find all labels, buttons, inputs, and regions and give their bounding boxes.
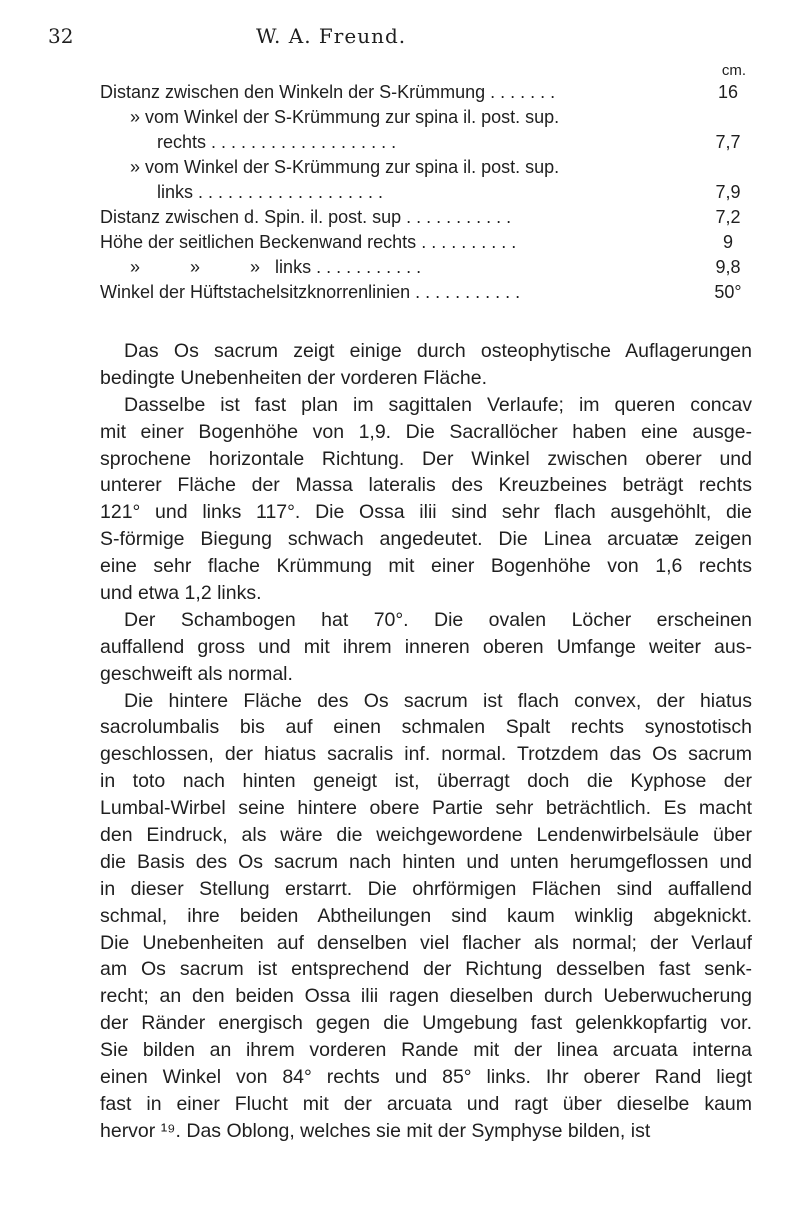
row-value: 7,2 [715, 207, 741, 227]
text-line: S-förmige Biegung schwach angedeutet. Die Linea arcuatæ zeigen [100, 528, 752, 551]
table-row [100, 155, 752, 180]
table-row [100, 230, 752, 255]
paragraph [100, 607, 752, 688]
text-line: die Basis des Os sacrum nach hinten und unten herumgeflossen und [100, 850, 752, 873]
row-leader: . . . . . . . . . . . [311, 257, 422, 277]
row-label: Höhe der seitlichen Beckenwand rechts [100, 232, 417, 252]
text-line: sacrolumbalis bis auf einen schmalen Spalt rechts synostotisch [100, 716, 752, 739]
text-line: Das Os sacrum zeigt einige durch osteophytische Auflagerungen [124, 340, 752, 362]
text-line: in dieser Stellung erstarrt. Die ohrförmigen Flächen sind auffallend [100, 877, 752, 900]
table-row [100, 280, 752, 305]
text-line: mit einer Bogenhöhe von 1,9. Die Sacrallöcher haben eine ausge- [100, 420, 752, 443]
row-value: 9,8 [715, 257, 741, 277]
text-line: Sie bilden an ihrem vorderen Rande mit der linea arcuata interna [100, 1039, 752, 1062]
text-line: 121° und links 117°. Die Ossa ilii sind sehr flach ausgehöhlt, die [100, 501, 752, 524]
row-label: » vom Winkel der S-Krümmung zur spina il. post. sup. [130, 107, 560, 127]
table-row [100, 105, 752, 130]
text-line: auffallend gross und mit ihrem inneren oberen Umfange weiter aus- [100, 635, 752, 658]
row-leader: . . . . . . . . . . . . . . . . . . . [193, 182, 384, 202]
text-line: fast in einer Flucht mit der arcuata und ragt über dieselbe kaum [100, 1092, 752, 1115]
row-label: » vom Winkel der S-Krümmung zur spina il. post. sup. [130, 157, 560, 177]
row-value: 9 [722, 232, 733, 252]
row-leader: . . . . . . . . . . . [410, 282, 521, 302]
text-line: Dasselbe ist fast plan im sagittalen Verlaufe; im queren concav [124, 393, 752, 416]
text-line: einen Winkel von 84° rechts und 85° links. Ihr oberer Rand liegt [100, 1066, 752, 1089]
text-line: den Eindruck, als wäre die weichgewordene Lendenwirbelsäule über [100, 824, 752, 847]
table-row [100, 130, 752, 155]
row-leader: . . . . . . . . . . . [401, 207, 512, 227]
page-header [48, 24, 748, 52]
text-line: unterer Fläche der Massa lateralis des Kreuzbeines beträgt rechts [100, 474, 752, 497]
text-line: Die hintere Fläche des Os sacrum ist flach convex, der hiatus [124, 689, 752, 712]
row-leader: . . . . . . . [485, 82, 556, 102]
text-line: recht; an den beiden Ossa ilii ragen dieselben durch Ueberwucherung [100, 985, 752, 1008]
table-row [100, 80, 752, 105]
text-line: und etwa 1,2 links. [100, 582, 262, 605]
row-label: Distanz zwischen d. Spin. il. post. sup [100, 207, 402, 227]
row-leader: . . . . . . . . . . [416, 232, 517, 252]
text-line: in toto nach hinten geneigt ist, überragt doch die Kyphose der [100, 770, 752, 793]
text-line: schmal, ihre beiden Abtheilungen sind kaum winklig abgeknickt. [100, 904, 752, 927]
row-label: Distanz zwischen den Winkeln der S-Krümmung [100, 82, 486, 102]
text-line: bedingte Unebenheiten der vorderen Fläche. [100, 366, 488, 389]
paragraph [100, 688, 752, 1145]
row-value: 16 [717, 82, 739, 102]
table-row [100, 255, 752, 280]
table-row [100, 180, 752, 205]
row-label: links [157, 182, 194, 202]
text-line: sprochene horizontale Richtung. Der Winkel zwischen oberer und [100, 447, 752, 470]
text-line: am Os sacrum ist entsprechend der Richtung desselben fast senk- [100, 958, 752, 981]
table-row [100, 205, 752, 230]
text-line: Der Schambogen hat 70°. Die ovalen Löcher erscheinen [124, 608, 752, 631]
text-line: Die Unebenheiten auf denselben viel flacher als normal; der Verlauf [100, 931, 752, 954]
row-label: rechts [157, 132, 207, 152]
text-line: Lumbal-Wirbel seine hintere obere Partie sehr beträchtlich. Es macht [100, 797, 752, 820]
row-label: Winkel der Hüftstachelsitzknorrenlinien [100, 282, 411, 302]
row-value: 7,9 [715, 182, 741, 202]
text-line: der Ränder energisch gegen die Umgebung fast gelenkkopfartig vor. [100, 1012, 752, 1035]
text-line: geschlossen, der hiatus sacralis inf. normal. Trotzdem das Os sacrum [100, 743, 752, 766]
text-line: hervor ¹⁹. Das Oblong, welches sie mit der Symphyse bilden, ist [100, 1119, 651, 1142]
unit-label: cm. [721, 62, 747, 79]
text-line: eine sehr flache Krümmung mit einer Bogenhöhe von 1,6 rechts [100, 555, 752, 578]
running-title: W. A. Freund. [256, 24, 407, 48]
measurement-table [100, 80, 752, 305]
body-text [100, 338, 752, 1145]
text-line: geschweift als normal. [100, 662, 293, 685]
row-value: 50° [714, 282, 742, 302]
row-value: 7,7 [715, 132, 741, 152]
page-number: 32 [48, 24, 74, 48]
paragraph [100, 338, 752, 392]
paragraph [100, 392, 752, 607]
row-label: » » » links [130, 257, 312, 277]
row-leader: . . . . . . . . . . . . . . . . . . . [206, 132, 397, 152]
